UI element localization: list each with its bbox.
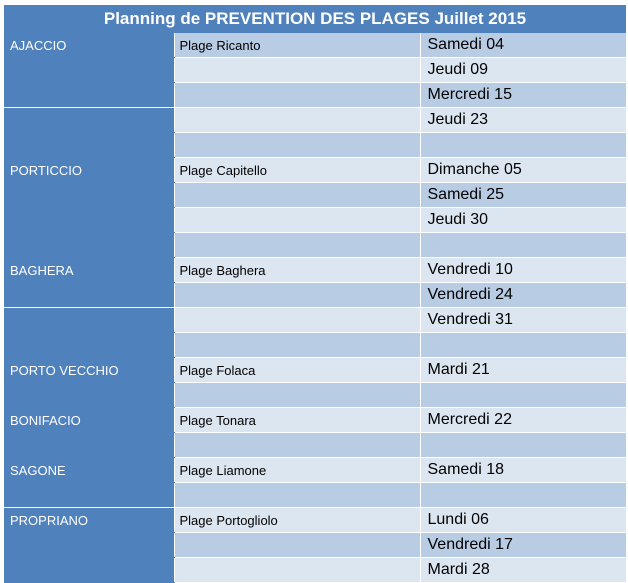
city-cell [4, 308, 174, 333]
planning-rows [4, 33, 626, 583]
table-row [4, 83, 626, 108]
beach-cell [174, 183, 420, 208]
city-cell [4, 433, 174, 458]
table-row [4, 158, 626, 183]
city-cell [4, 83, 174, 108]
table-row [4, 533, 626, 558]
beach-cell: Plage Ricanto [174, 33, 420, 58]
date-cell: Vendredi 31 [420, 308, 626, 333]
beach-cell: Plage Portogliolo [174, 508, 420, 533]
date-cell: Vendredi 24 [420, 283, 626, 308]
table-row [4, 558, 626, 583]
beach-cell [174, 308, 420, 333]
beach-cell [174, 133, 420, 158]
table-row [4, 483, 626, 508]
city-cell [4, 58, 174, 83]
city-cell [4, 183, 174, 208]
date-cell: Vendredi 10 [420, 258, 626, 283]
table-row [4, 333, 626, 358]
city-cell [4, 208, 174, 233]
table-row [4, 383, 626, 408]
city-cell [4, 333, 174, 358]
beach-cell [174, 233, 420, 258]
city-cell: BONIFACIO [4, 408, 174, 433]
date-cell: Samedi 25 [420, 183, 626, 208]
date-cell [420, 383, 626, 408]
city-cell [4, 133, 174, 158]
date-cell [420, 333, 626, 358]
table-row [4, 308, 626, 333]
beach-cell [174, 208, 420, 233]
city-cell [4, 233, 174, 258]
table-row [4, 133, 626, 158]
date-cell [420, 483, 626, 508]
date-cell [420, 233, 626, 258]
beach-cell [174, 333, 420, 358]
date-cell: Mercredi 22 [420, 408, 626, 433]
city-cell [4, 533, 174, 558]
table-row [4, 208, 626, 233]
city-cell: PROPRIANO [4, 508, 174, 533]
table-row [4, 458, 626, 483]
city-cell: PORTICCIO [4, 158, 174, 183]
table-row [4, 358, 626, 383]
beach-cell [174, 383, 420, 408]
city-cell: AJACCIO [4, 33, 174, 58]
city-cell: BAGHERA [4, 258, 174, 283]
table-row [4, 258, 626, 283]
table-row [4, 108, 626, 133]
date-cell: Mercredi 15 [420, 83, 626, 108]
table-row [4, 183, 626, 208]
beach-cell: Plage Capitello [174, 158, 420, 183]
beach-cell [174, 433, 420, 458]
date-cell [420, 433, 626, 458]
city-cell [4, 383, 174, 408]
city-cell [4, 108, 174, 133]
date-cell: Vendredi 17 [420, 533, 626, 558]
date-cell: Lundi 06 [420, 508, 626, 533]
city-cell [4, 483, 174, 508]
date-cell: Jeudi 23 [420, 108, 626, 133]
city-cell [4, 558, 174, 583]
beach-cell [174, 283, 420, 308]
beach-cell [174, 108, 420, 133]
date-cell: Samedi 04 [420, 33, 626, 58]
date-cell: Mardi 21 [420, 358, 626, 383]
table-row [4, 33, 626, 58]
planning-table [4, 33, 627, 583]
date-cell: Mardi 28 [420, 558, 626, 583]
beach-cell: Plage Folaca [174, 358, 420, 383]
beach-cell: Plage Tonara [174, 408, 420, 433]
table-row [4, 283, 626, 308]
beach-cell: Plage Baghera [174, 258, 420, 283]
date-cell: Samedi 18 [420, 458, 626, 483]
beach-cell [174, 558, 420, 583]
table-row [4, 433, 626, 458]
date-cell: Jeudi 30 [420, 208, 626, 233]
city-cell [4, 283, 174, 308]
table-row [4, 508, 626, 533]
city-cell: PORTO VECCHIO [4, 358, 174, 383]
table-row [4, 233, 626, 258]
table-row [4, 58, 626, 83]
date-cell: Dimanche 05 [420, 158, 626, 183]
beach-cell [174, 533, 420, 558]
beach-cell [174, 483, 420, 508]
beach-cell [174, 58, 420, 83]
date-cell: Jeudi 09 [420, 58, 626, 83]
date-cell [420, 133, 626, 158]
city-cell: SAGONE [4, 458, 174, 483]
table-row [4, 408, 626, 433]
beach-cell: Plage Liamone [174, 458, 420, 483]
beach-cell [174, 83, 420, 108]
table-title: Planning de PREVENTION DES PLAGES Juillet 2015 [4, 5, 626, 33]
